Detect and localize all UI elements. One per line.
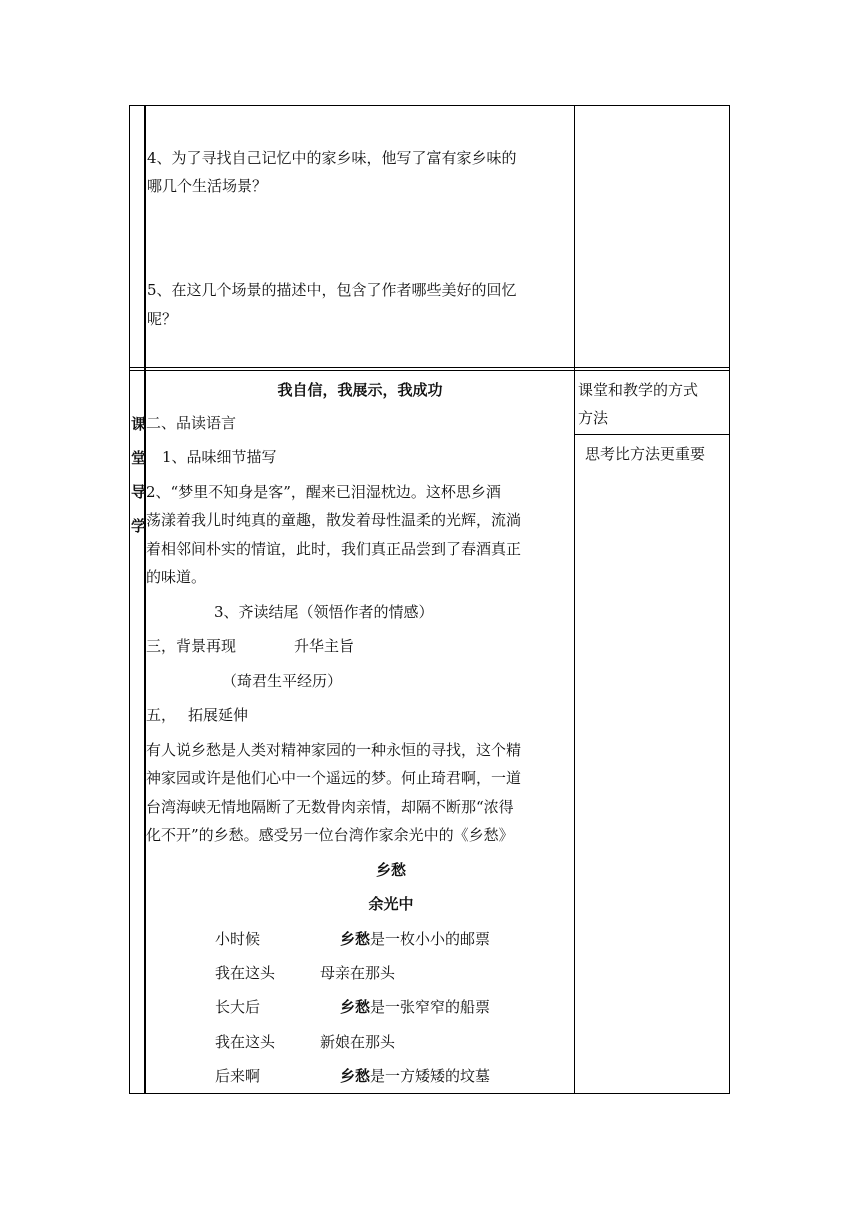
poem-line-5-a: 后来啊 — [215, 1067, 261, 1085]
section-5-title: 拓展延伸 — [188, 706, 249, 724]
poem-keyword: 乡愁 — [340, 998, 371, 1016]
right-cell-divider — [575, 434, 730, 435]
right-note: 思考比方法更重要 — [585, 445, 706, 463]
section-2-item-3: 3、齐读结尾（领悟作者的情感） — [214, 603, 434, 621]
poem-line-text: 是一方矮矮的坟墓 — [370, 1067, 491, 1085]
poem-author: 余光中 — [368, 895, 414, 913]
section-2-title: 二、品读语言 — [146, 414, 237, 432]
main-column-border — [574, 105, 575, 1094]
table-left-border — [129, 105, 130, 1094]
paragraph-2-line: 2、“梦里不知身是客”，醒来已泪湿枕边。这杯思乡酒 — [146, 483, 501, 501]
question-5-line2: 呢？ — [147, 310, 178, 328]
table-right-border — [729, 105, 730, 1094]
poem-line-4-b: 新娘在那头 — [320, 1033, 396, 1051]
section-3-note: （琦君生平经历） — [222, 672, 343, 690]
row-divider-inner — [129, 370, 730, 371]
side-label-char: 课 — [131, 415, 147, 433]
question-4-line2: 哪几个生活场景？ — [147, 177, 268, 195]
side-label-char: 导 — [131, 483, 147, 501]
paragraph-2-line: 荡漾着我儿时纯真的童趣，散发着母性温柔的光辉，流淌 — [146, 511, 522, 529]
side-label-char: 堂 — [131, 449, 147, 467]
poem-line-text: 是一枚小小的邮票 — [370, 930, 491, 948]
paragraph-5-line: 神家园或许是他们心中一个遥远的梦。何止琦君啊，一道 — [146, 769, 522, 787]
section-5-number: 五， — [146, 706, 177, 724]
poem-keyword: 乡愁 — [340, 1067, 371, 1085]
side-label-char: 学 — [131, 517, 147, 535]
paragraph-5-line: 台湾海峡无情地隔断了无数骨肉亲情，却隔不断那“浓得 — [146, 798, 514, 816]
poem-keyword: 乡愁 — [340, 930, 371, 948]
section-heading: 我自信，我展示，我成功 — [277, 381, 443, 399]
table-top-border — [129, 105, 730, 106]
section-3-title: 三，背景再现 — [146, 637, 237, 655]
right-header-line2: 方法 — [578, 409, 609, 427]
poem-line-3-a: 长大后 — [215, 998, 261, 1016]
section-2-item-1: 1、品味细节描写 — [162, 448, 277, 466]
section-3-subtitle: 升华主旨 — [294, 637, 355, 655]
row-divider — [129, 367, 730, 368]
poem-line-4-a: 我在这头 — [215, 1033, 276, 1051]
question-5-line1: 5、在这几个场景的描述中，包含了作者哪些美好的回忆 — [147, 281, 517, 299]
poem-line-text: 是一张窄窄的船票 — [370, 998, 491, 1016]
question-4-line1: 4、为了寻找自己记忆中的家乡味，他写了富有家乡味的 — [147, 149, 517, 167]
poem-line-1-b — [340, 929, 490, 949]
paragraph-5-line: 有人说乡愁是人类对精神家园的一种永恒的寻找，这个精 — [146, 741, 522, 759]
poem-title: 乡愁 — [375, 861, 406, 879]
poem-line-1-a: 小时候 — [215, 930, 261, 948]
poem-line-2-b: 母亲在那头 — [320, 964, 396, 982]
poem-line-3-b — [340, 997, 490, 1017]
label-column-border — [144, 105, 146, 1094]
paragraph-2-line: 的味道。 — [146, 568, 207, 586]
right-header-line1: 课堂和教学的方式 — [578, 381, 699, 399]
paragraph-5-line: 化不开”的乡愁。感受另一位台湾作家余光中的《乡愁》 — [146, 826, 514, 844]
table-bottom-border — [129, 1093, 730, 1094]
poem-line-5-b — [340, 1066, 490, 1086]
poem-line-2-a: 我在这头 — [215, 964, 276, 982]
paragraph-2-line: 着相邻间朴实的情谊，此时，我们真正品尝到了春酒真正 — [146, 540, 522, 558]
